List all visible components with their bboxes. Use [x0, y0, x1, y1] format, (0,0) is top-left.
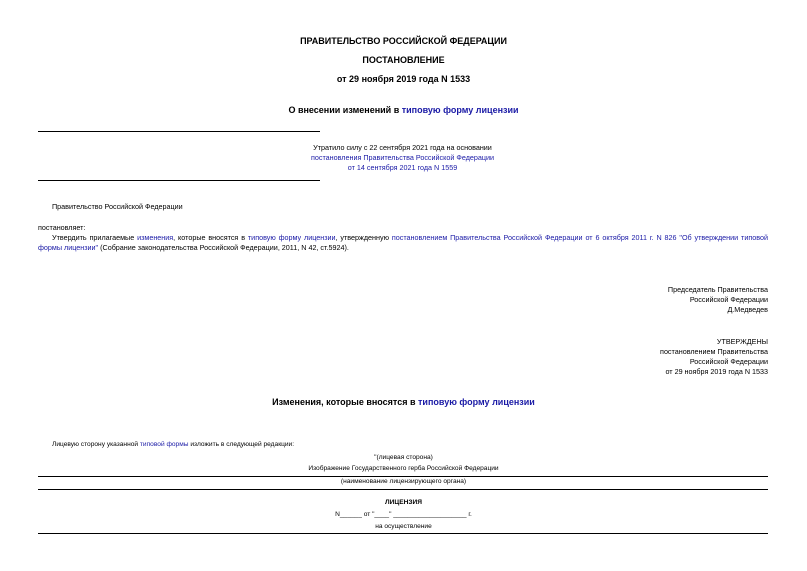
decides-text: постановляет:: [38, 223, 86, 232]
approved-date: от 29 ноября 2019 года N 1533: [665, 367, 768, 376]
license-number-line: N______ от "____" ____________________ г.: [335, 511, 472, 518]
government-heading: ПРАВИТЕЛЬСТВО РОССИЙСКОЙ ФЕДЕРАЦИИ: [300, 36, 507, 46]
signature-position: Председатель Правительства: [667, 285, 768, 294]
signature-name: Д.Медведев: [727, 305, 768, 314]
signature-block: [668, 285, 768, 315]
repeal-decree-link[interactable]: постановления Правительства Российской Федерации: [310, 153, 495, 162]
paragraph-end: (Собрание законодательства Российской Федерации, 2011, N 42, ст.5924).: [98, 243, 349, 252]
emblem-caption: Изображение Государственного герба Российской Федерации: [308, 465, 499, 472]
changes-typical-form-link[interactable]: типовую форму лицензии: [418, 397, 535, 407]
paragraph-start: Утвердить прилагаемые: [52, 233, 138, 242]
divider-bottom: [38, 180, 320, 181]
approved-by: постановлением Правительства: [660, 347, 768, 356]
instruction-text: [52, 440, 294, 450]
changes-title-prefix: Изменения, которые вносятся в: [272, 397, 419, 407]
activity-caption: на осуществление: [375, 523, 432, 530]
doc-type-heading: ПОСТАНОВЛЕНИЕ: [362, 55, 445, 65]
form-divider-2: [38, 489, 768, 490]
approved-block: [660, 337, 768, 377]
instruction-suffix: изложить в следующей редакции:: [188, 441, 295, 448]
status-line: Утратило силу с 22 сентября 2021 года на основании: [313, 143, 492, 152]
license-title: ЛИЦЕНЗИЯ: [385, 499, 422, 506]
authority-caption: (наименование лицензирующего органа): [340, 478, 467, 485]
typical-form-link-3[interactable]: типовой формы: [139, 441, 189, 448]
typical-form-link[interactable]: типовую форму лицензии: [401, 105, 519, 115]
changes-title: [0, 397, 807, 408]
divider-top: [38, 131, 320, 132]
decree-826-link[interactable]: постановлением Правительства Российской Федерации от 6 октября 2011 г. N 826 "Об утверждении типовой формы лицензии": [38, 233, 768, 252]
changes-link[interactable]: изменения: [137, 233, 174, 242]
status-block: [300, 143, 505, 173]
form-divider-3: [38, 533, 768, 534]
front-side-label: "(лицевая сторона): [374, 454, 433, 461]
paragraph-mid1: , которые вносятся в: [173, 233, 248, 242]
main-paragraph: [38, 233, 768, 253]
repeal-date-link[interactable]: от 14 сентября 2021 года N 1559: [347, 163, 458, 172]
signature-country: Российской Федерации: [689, 295, 768, 304]
date-number: от 29 ноября 2019 года N 1533: [336, 74, 471, 84]
approved-country: Российской Федерации: [689, 357, 768, 366]
document-title-prefix: О внесении изменений в: [288, 105, 402, 115]
typical-form-link-2[interactable]: типовую форму лицензии: [247, 233, 336, 242]
intro-text: Правительство Российской Федерации: [52, 202, 183, 211]
paragraph-mid2: , утвержденную: [335, 233, 392, 242]
approved-heading: УТВЕРЖДЕНЫ: [716, 337, 768, 346]
document-title: [0, 105, 807, 116]
instruction-prefix: Лицевую сторону указанной: [52, 441, 140, 448]
